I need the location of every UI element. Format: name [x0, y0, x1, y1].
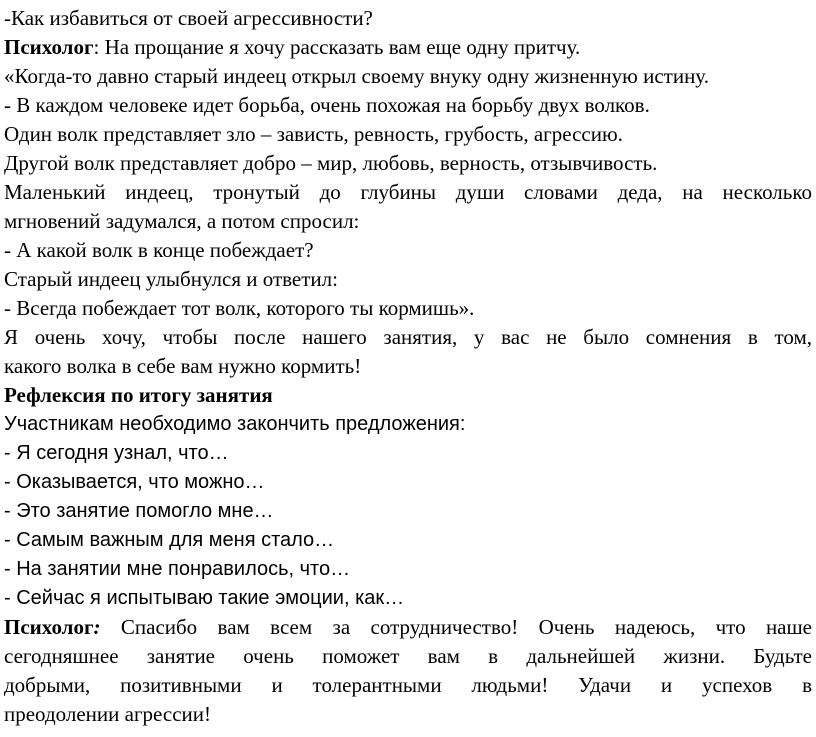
list-item: - Я сегодня узнал, что… — [4, 442, 229, 464]
parable-line-1: «Когда-то давно старый индеец открыл своему внуку одну жизненную истину. — [4, 64, 709, 88]
list-item: - Сейчас я испытываю такие эмоции, как… — [4, 587, 405, 609]
psychologist-intro-line — [4, 33, 812, 62]
final-line-1 — [4, 613, 812, 642]
final-line-4: преодолении агрессии! — [4, 702, 212, 726]
list-item: - На занятии мне понравилось, что… — [4, 558, 351, 580]
reflection-heading: Рефлексия по итогу занятия — [4, 383, 273, 407]
parable-line-7: - А какой волк в конце побеждает? — [4, 238, 314, 262]
final-text-1: Спасибо вам всем за сотрудничество! Очень надеюсь, что наше — [100, 615, 812, 639]
final-line-2: сегодняшнее занятие очень поможет вам в дальнейшей жизни. Будьте — [4, 644, 812, 668]
parable-line-3: Один волк представляет зло – зависть, ревность, грубость, агрессию. — [4, 122, 623, 146]
final-line-3: добрыми, позитивными и толерантными людьми! Удачи и успехов в — [4, 673, 812, 697]
parable-line-8: Старый индеец улыбнулся и ответил: — [4, 267, 338, 291]
list-item: - Это занятие помогло мне… — [4, 500, 274, 522]
parable-line-2: - В каждом человеке идет борьба, очень похожая на борьбу двух волков. — [4, 93, 650, 117]
final-speaker-colon: : — [93, 615, 101, 639]
final-speaker-label: Психолог — [4, 615, 94, 639]
parable-line-5: Маленький индеец, тронутый до глубины души словами деда, на несколько — [4, 180, 812, 204]
speaker-label: Психолог — [4, 35, 94, 59]
parable-line-6: мгновений задумался, а потом спросил: — [4, 209, 360, 233]
closing-wish-line-1: Я очень хочу, чтобы после нашего занятия, у вас не было сомнения в том, — [4, 325, 812, 349]
question-line: -Как избавиться от своей агрессивности? — [4, 6, 373, 30]
reflection-list — [4, 439, 812, 613]
intro-text: На прощание я хочу рассказать вам еще одну притчу. — [99, 35, 581, 59]
parable-line-9: - Всегда побеждает тот волк, которого ты кормишь». — [4, 296, 475, 320]
list-item: - Оказывается, что можно… — [4, 471, 265, 493]
parable-line-4: Другой волк представляет добро – мир, любовь, верность, отзывчивость. — [4, 151, 658, 175]
closing-wish-line-2: какого волка в себе вам нужно кормить! — [4, 354, 362, 378]
list-item: - Самым важным для меня стало… — [4, 529, 335, 551]
reflection-intro: Участникам необходимо закончить предложения: — [4, 413, 466, 435]
speaker-colon: : — [93, 35, 100, 59]
